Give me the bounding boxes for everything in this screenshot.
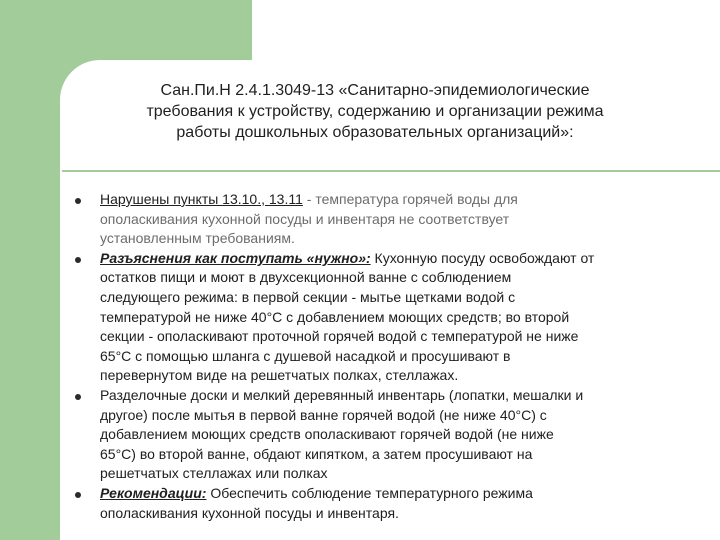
bullet-dot-icon [75,198,81,204]
bullet-line: остатков пищи и моют в двухсекционной ванне с соблюдением [100,269,512,286]
bullet-line: температурой не ниже 40°С с добавлением моющих средств; во второй [100,308,570,325]
bullet-item-cutting-boards [70,386,670,484]
bullet-line: 65°С) во второй ванне, обдают кипятком, а затем просушивают на [100,445,533,462]
bullet-dot-icon [75,394,81,400]
bullet-line: добавлением моющих средств ополаскивают горячей водой (не ниже [100,426,554,443]
bullet-item-recommendations [70,484,670,523]
bullet-line: перевернутом виде на решетчатых полках, стеллажах. [100,367,459,384]
title-line: требования к устройству, содержанию и организации режима [146,103,604,120]
bullet-dot-icon [75,257,81,263]
bullet-line: Разделочные доски и мелкий деревянный инвентарь (лопатки, мешалки и [100,386,584,403]
explanations-lead: Разъяснения как поступать «нужно»: [100,249,371,266]
bullet-line: секции - ополаскивают проточной горячей водой с температурой не ниже [100,328,579,345]
bullet-item-explanations [70,249,670,386]
violations-lead: Нарушены пункты 13.10., 13.11 [100,191,303,207]
bullet-line [100,249,670,269]
bullet-line: следующего режима: в первой секции - мытье щетками водой с [100,288,516,305]
bullet-line: другое) после мытья в первой ванне горячей водой (не ниже 40°С) с [100,406,547,423]
bullet-line: решетчатых стеллажах или полках [100,465,328,482]
bullet-line [100,484,670,504]
bullet-list [70,190,670,523]
recommendations-lead: Рекомендации: [100,484,207,501]
violations-text: - температура горячей воды для [302,191,518,207]
title-line: Сан.Пи.Н 2.4.1.3049-13 «Санитарно-эпидемиологические [160,82,590,99]
bullet-line: 65°С с помощью шланга с душевой насадкой и просушивают в [100,347,511,364]
bullet-dot-icon [75,492,81,498]
title-line: работы дошкольных образовательных организаций»: [176,124,574,141]
bullet-item-violations [70,190,670,249]
slide-title [80,80,670,143]
bullet-line: установленным требованиям. [100,230,295,247]
bullet-line: ополаскивания кухонной посуды и инвентаря не соответствует [100,210,510,227]
explanations-text: Кухонную посуду освобождают от [370,249,595,266]
bullet-line: ополаскивания кухонной посуды и инвентаря. [100,504,399,521]
title-divider [62,170,720,172]
bullet-line [100,190,670,210]
recommendations-text: Обеспечить соблюдение температурного режима [206,484,533,501]
